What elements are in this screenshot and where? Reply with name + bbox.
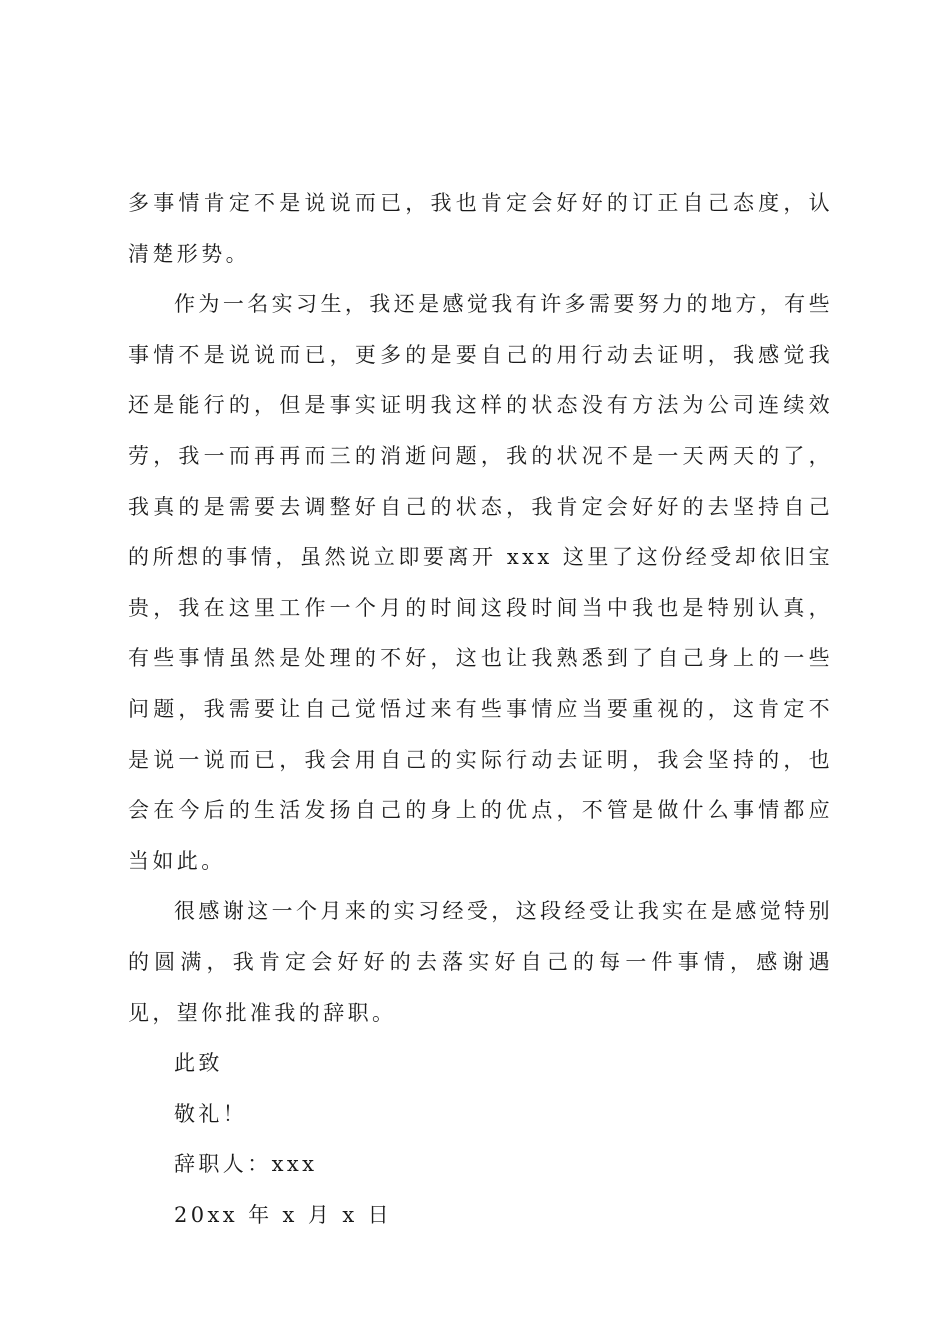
date-line: 20xx 年 x 月 x 日	[174, 1202, 393, 1227]
paragraph-internship-reflection: 作为一名实习生，我还是感觉我有许多需要努力的地方，有些事情不是说说而已，更多的是要自己的用行动去证明，我感觉我还是能行的，但是事实证明我这样的状态没有方法为公司连续效劳，我一而再再而三的消逝问题，我的状况不是一天两天的了，我真的是需要去调整好自己的状态，我肯定会好好的去坚持自己的所想的事情，虽然说立即要离开 xxx 这里了这份经受却依旧宝贵，我在这里工作一个月的时间这段时间当中我也是特别认真，有些事情虽然是处理的不好，这也让我熟悉到了自己身上的一些问题，我需要让自己觉悟过来有些事情应当要重视的，这肯定不是说一说而已，我会用自己的实际行动去证明，我会坚持的，也会在今后的生活发扬自己的身上的优点，不管是做什么事情都应当如此。	[128, 292, 833, 873]
signer-line: 辞职人：xxx	[174, 1152, 318, 1177]
paragraph-continuation: 多事情肯定不是说说而已，我也肯定会好好的订正自己态度，认清楚形势。	[128, 191, 833, 266]
paragraph-thanks: 很感谢这一个月来的实习经受，这段经受让我实在是感觉特别的圆满，我肯定会好好的去落实好自己的每一件事情，感谢遇见，望你批准我的辞职。	[128, 899, 833, 1025]
closing-salutation: 此致	[174, 1051, 223, 1076]
letter-body	[128, 178, 833, 1240]
closing-regards: 敬礼！	[174, 1101, 248, 1126]
